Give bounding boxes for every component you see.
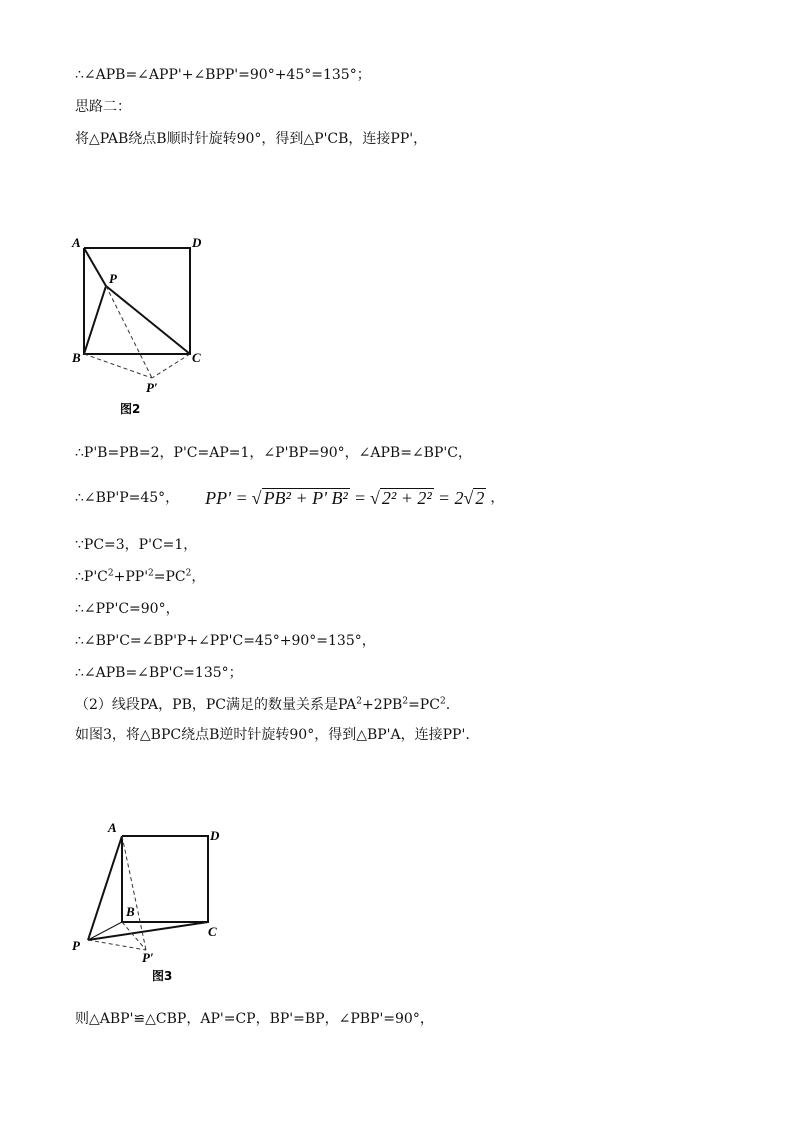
line-5-suffix: ，: [490, 489, 505, 506]
text-line-6: ∵PC=3，P'C=1，: [75, 537, 198, 553]
label-c: C: [208, 924, 217, 939]
segment-bp-prime: [122, 922, 146, 950]
label-d: D: [192, 235, 202, 250]
formula-radicand-1: PB² + P' B²: [263, 488, 348, 508]
segment-ap: [84, 248, 106, 286]
text-line-11: （2）线段PA，PB，PC满足的数量关系是$PA^2+2PB^2=PC^2$.: [75, 696, 451, 713]
segment-pc: [106, 286, 190, 354]
label-p: P: [109, 271, 117, 286]
formula-eq-1: =: [353, 487, 366, 508]
text-line-13: 则△ABP'≌△CBP，AP'=CP，BP'=BP，∠PBP'=90°，: [75, 1011, 434, 1027]
label-a: A: [72, 235, 81, 250]
text-line-10: ∴∠APB=∠BP'C=135°；: [75, 665, 243, 681]
label-c: C: [192, 350, 201, 365]
text-line-2: 思路二：: [75, 99, 131, 115]
figure-2: [68, 232, 228, 422]
figure-2-caption: 图2: [120, 402, 141, 416]
segment-bp: [84, 286, 106, 354]
label-a: A: [108, 820, 117, 835]
text-line-1: ∴∠APB=∠APP'+∠BPP'=90°+45°=135°；: [75, 67, 371, 83]
text-line-3: 将△PAB绕点B顺时针旋转90°，得到△P'CB，连接PP'，: [75, 131, 428, 147]
label-b: B: [126, 904, 135, 919]
segment-cp-prime: [152, 354, 190, 378]
text-line-12: 如图3，将△BPC绕点B逆时针旋转90°，得到△BP'A，连接PP'.: [75, 727, 470, 743]
label-d: D: [210, 828, 220, 843]
formula-lhs: PP' =: [205, 487, 248, 508]
text-line-4: ∴P'B=PB=2，P'C=AP=1，∠P'BP=90°，∠APB=∠BP'C，: [75, 445, 472, 461]
text-line-7: $\therefore P'C^2+PP'^2=PC^2$，: [75, 568, 206, 585]
line-5-prefix: ∴∠BP'P=45°，: [75, 489, 180, 506]
text-line-5: ∴∠BP'P=45°， PP' = √ PB² + P' B² = √ 2² + 2² = 2 √ 2 ，: [75, 487, 505, 508]
label-p: P: [72, 938, 80, 953]
figure-3-caption: 图3: [152, 969, 173, 983]
figure-3: [66, 820, 236, 990]
formula-eq-2: = 2: [437, 487, 464, 508]
segment-pp-prime: [88, 940, 146, 950]
text-line-8: ∴∠PP'C=90°，: [75, 601, 180, 617]
label-p-prime: P′: [142, 950, 154, 965]
square-abcd: [84, 248, 190, 354]
label-p-prime: P′: [146, 380, 158, 395]
square-abcd: [122, 836, 208, 922]
text-line-9: ∴∠BP'C=∠BP'P+∠PP'C=45°+90°=135°，: [75, 633, 376, 649]
formula-radicand-2: 2² + 2²: [381, 488, 432, 508]
formula-radicand-3: 2: [475, 488, 485, 508]
label-b: B: [72, 350, 81, 365]
